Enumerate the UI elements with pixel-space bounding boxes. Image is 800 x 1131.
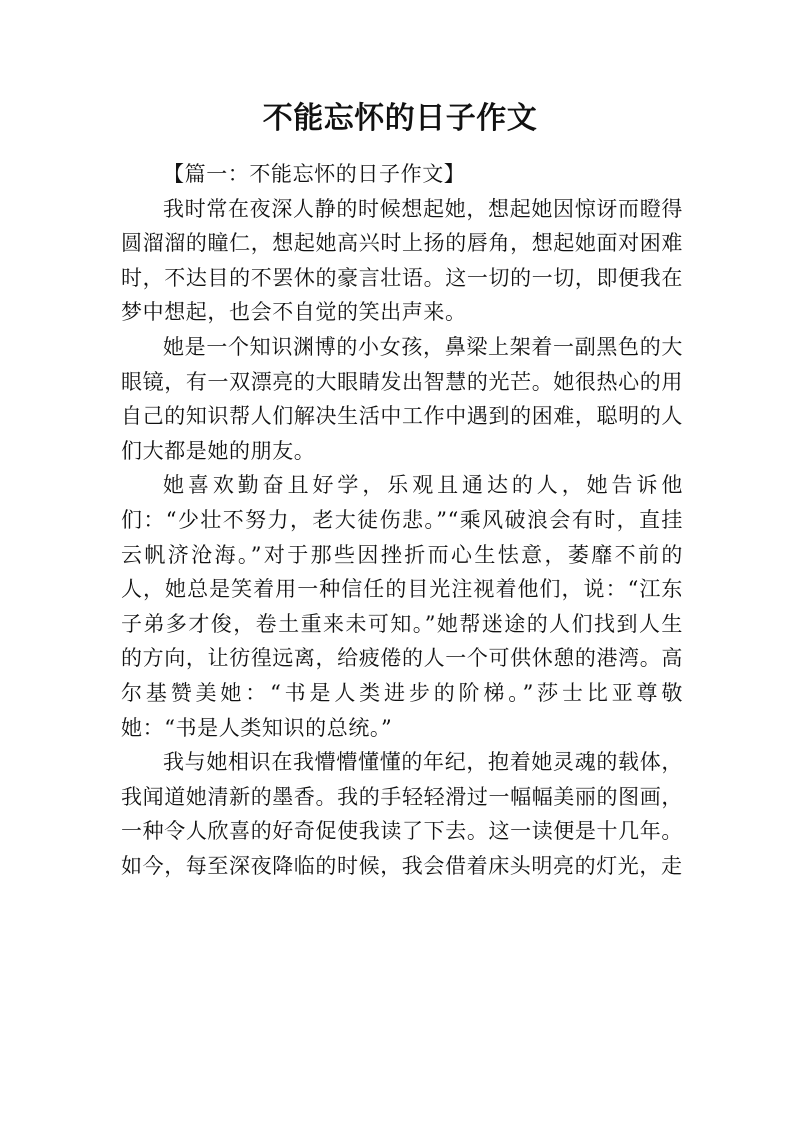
paragraph-4: 我与她相识在我懵懵懂懂的年纪，抱着她灵魂的载体，我闻道她清新的墨香。我的手轻轻滑过一幅幅美丽的图画，一种令人欣喜的好奇促使我读了下去。这一读便是十几年。如今，每至深夜降临的时候，我会借着床头明亮的灯光，走 <box>121 750 683 878</box>
paragraph-3: 她喜欢勤奋且好学，乐观且通达的人，她告诉他们：“少壮不努力，老大徒伤悲。”“乘风破浪会有时，直挂云帆济沧海。”对于那些因挫折而心生怯意，萎靡不前的人，她总是笑着用一种信任的目光注视着他们，说：“江东子弟多才俊，卷土重来未可知。”她帮迷途的人们找到人生的方向，让彷徨远离，给疲倦的人一个可供休憩的港湾。高尔基赞美她：“书是人类进步的阶梯。”莎士比亚尊敬她：“书是人类知识的总统。” <box>121 473 683 740</box>
document-body <box>121 157 683 883</box>
paragraph-2: 她是一个知识渊博的小女孩，鼻梁上架着一副黑色的大眼镜，有一双漂亮的大眼睛发出智慧的光芒。她很热心的用自己的知识帮人们解决生活中工作中遇到的困难，聪明的人们大都是她的朋友。 <box>121 334 683 463</box>
document-title: 不能忘怀的日子作文 <box>262 101 538 136</box>
section-heading: 【篇一：不能忘怀的日子作文】 <box>163 162 466 186</box>
paragraph-1: 我时常在夜深人静的时候想起她，想起她因惊讶而瞪得圆溜溜的瞳仁，想起她高兴时上扬的唇角，想起她面对困难时，不达目的不罢休的豪言壮语。这一切的一切，即便我在梦中想起，也会不自觉的笑出声来。 <box>121 196 683 325</box>
